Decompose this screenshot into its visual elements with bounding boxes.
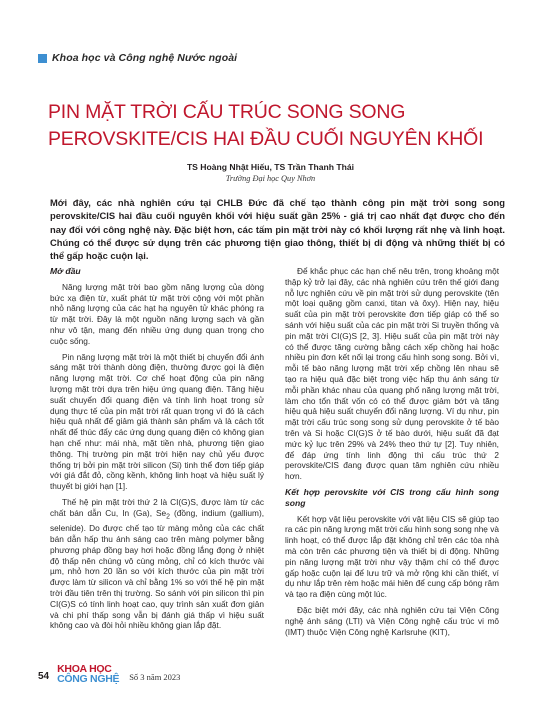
- paragraph-part: (đồng, indium (gallium), selenide). Do được chế tạo từ màng mỏng của các chất bán dẫn hấp thu ánh sáng cao trên màng polymer bằng phương pháp đồng bay hơi hoặc đồng lắng đọng ở nhiệt độ thấp nên chúng vô cùng mỏng, chỉ có kích thước vài µm, nhỏ hơn 20 lần so với kích thước của pin mặt trời được làm từ silicon và chỉ bằng 1% so với thế hệ pin mặt trời đầu tiên trên thị trường. So sánh với pin silicon thì pin CI(G)S có tính linh hoạt cao, quy trình sản xuất đơn giản và chi phí thấp song vẫn bị đánh giá thấp vì hiệu suất không cao và đòi hỏi nhiều không gian lắp đặt.: [50, 507, 265, 631]
- article-title: [48, 99, 508, 153]
- section-square-icon: [38, 54, 47, 63]
- logo-line-2: CÔNG NGHỆ: [57, 673, 120, 685]
- section-name: Khoa học và Công nghệ Nước ngoài: [52, 52, 238, 64]
- paragraph: Năng lượng mặt trời bao gồm năng lượng của dòng bức xạ điện từ, xuất phát từ mặt trời cộng với một phần nhỏ năng lượng của các hạt hạ nguyên tử khác phóng ra từ mặt trời. Đây là một nguồn năng lượng sạch và gần như vô tận, mang đến nhiều ứng dụng quan trọng cho cuộc sống.: [50, 281, 264, 346]
- page-number: 54: [38, 671, 50, 682]
- paragraph: Để khắc phục các hạn chế nêu trên, trong khoảng một thập kỷ trở lại đây, các nhà nghiên cứu trên thế giới đang nỗ lực nghiên cứu về pin mặt trời sử dụng perovskite (tên một loại quặng gồm canxi, titan và ôxy). Hiện nay, hiệu suất của pin mặt trời perovskite đơn tiếp giáp có thể so sánh với hiệu suất của các pin mặt trời Si truyền thống và pin mặt trời CI(G)S [2, 3]. Hiệu suất của pin mặt trời này có thể được tăng cường bằng cách xếp chồng hai hoặc nhiều pin đơn kết nối lại trong cấu hình song song. Bởi vì, mỗi tế bào năng lượng mặt trời xếp chồng lên nhau sẽ tạo ra hiệu quả đặc biệt trong việc hấp thụ ánh sáng từ mỗi phần khác nhau của quang phổ năng lượng mặt trời, làm cho tổn thất vốn có có thể được giảm bớt và tăng hiệu quả hiệu suất chuyển đổi năng lượng. Ví dụ như, pin mặt trời cấu trúc song song sử dụng perovskite ở tế bào trên và Si hoặc CI(G)S ở tế bào dưới, hiệu suất đã đạt mức kỷ lục trên 29% và 24% theo thứ tự [2]. Tuy nhiên, để đáp ứng tính linh động thì cấu trúc thứ 2 perovskite/CIS đang được quan tâm nghiên cứu nhiều hơn.: [285, 266, 499, 482]
- title-line-1: PIN MẶT TRỜI CẤU TRÚC SONG SONG: [48, 101, 406, 123]
- paragraph: Đặc biệt mới đây, các nhà nghiên cứu tại Viện Công nghệ ánh sáng (LTI) và Viện Công nghệ cấu trúc vi mô (IMT) thuộc Viện Công nghệ Karlsruhe (KIT),: [285, 604, 499, 637]
- paragraph: Pin năng lượng mặt trời là một thiết bị chuyển đổi ánh sáng mặt trời thành dòng điện, thường được gọi là điện năng lượng mặt trời. Cơ chế hoạt động của pin năng lượng mặt trời dựa trên hiệu ứng quang điện. Tăng hiệu suất chuyển đổi quang điện và tính linh hoạt trong sử dụng thực tế của pin mặt trời rất quan trọng vì đó là cách hiệu quả nhất để giảm giá thành sản phẩm và là cách tốt nhất để thúc đẩy các ứng dụng quang điện có không gian hạn chế như: mái nhà, mặt tiền nhà, phương tiện giao thông. Thị trường pin mặt trời hiện nay chủ yếu được thống trị bởi pin mặt trời silicon (Si) tinh thể đơn tiếp giáp với giá đắt đỏ, cồng kềnh, không linh hoạt và hiệu suất lý thuyết bị giới hạn [1].: [50, 351, 264, 492]
- affiliation: Trường Đại học Quy Nhơn: [225, 174, 316, 183]
- section-heading-perovskite-cis: Kết hợp perovskite với CIS trong cấu hình song song: [285, 486, 499, 508]
- logo-line-1: KHOA HỌC: [57, 663, 112, 675]
- title-line-2: PEROVSKITE/CIS HAI ĐẦU CUỐI NGUYÊN KHỐI: [48, 128, 484, 150]
- left-column: [50, 266, 264, 636]
- section-heading-intro: Mở đầu: [50, 266, 81, 276]
- subscript: 2: [166, 513, 170, 521]
- authors: TS Hoàng Nhật Hiếu, TS Trần Thanh Thái: [186, 162, 355, 172]
- paragraph-part: Thế hệ pin mặt trời thứ 2 là CI(G)S, được làm từ các chất bán dẫn Cu, In (Ga), Se: [50, 496, 264, 518]
- paragraph: [50, 497, 264, 631]
- abstract: Mới đây, các nhà nghiên cứu tại CHLB Đức đã chế tạo thành công pin mặt trời song song perovskite/CIS hai đầu cuối nguyên khối với hiệu suất gần 25% - giá trị cao nhất đạt được cho đến nay đối với công nghệ này. Đặc biệt hơn, các tấm pin mặt trời này có khối lượng rất nhẹ và linh hoạt. Chúng có thể được sử dụng trên các phương tiện giao thông, thiết bị di động và những thiết bị có thể gấp hoặc cuộn lại.: [50, 197, 505, 262]
- section-tag: [38, 52, 237, 64]
- issue-label: Số 3 năm 2023: [129, 672, 181, 682]
- page-footer: [38, 664, 180, 684]
- journal-logo: [57, 664, 119, 684]
- paragraph: Kết hợp vật liệu perovskite với vật liệu CIS sẽ giúp tạo ra các pin năng lượng mặt trời cấu hình song song nhẹ và linh hoạt, có thể được lắp đặt không chỉ trên các tòa nhà mà còn trên các phương tiện và thiết bị di động. Những pin năng lượng mặt trời như vậy thậm chí có thể được gấp hoặc cuộn lại để lưu trữ và mở rộng khi cần thiết, ví dụ như lắp trên rèm hoặc mái hiên để cung cấp bóng râm và tạo ra điện cùng một lúc.: [285, 513, 499, 600]
- right-column: [285, 266, 499, 642]
